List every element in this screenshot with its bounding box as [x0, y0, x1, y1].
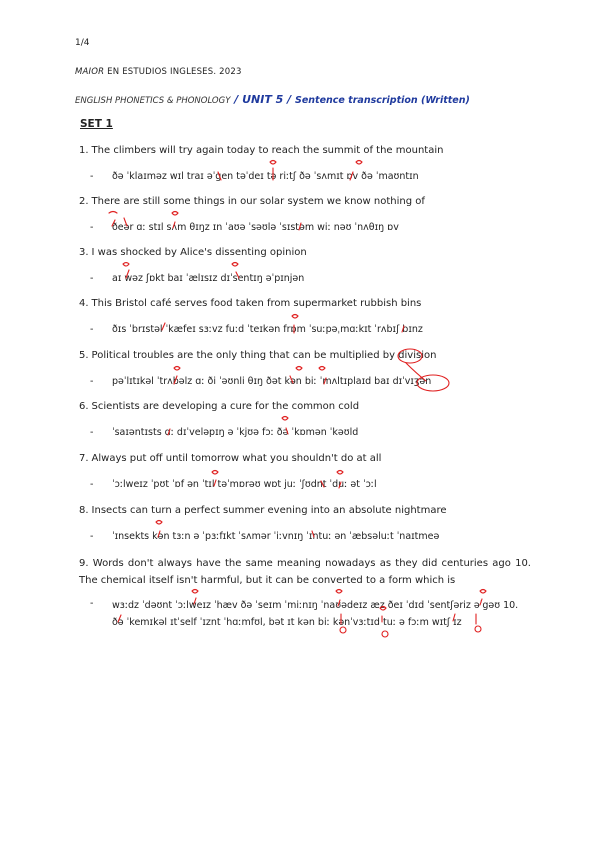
transcription-text: wɜːdz ˈdəʊnt ˈɔːlweɪz ˈhæv ðə ˈseɪm ˈmiːnɪŋ ˈnaʊədeɪz æz ðeɪ ˈdɪd ˈsentʃəriz əˈgəʊ 10. ðə ˈkemɪkəl ɪtˈself ˈɪznt ˈhɑːmfʊl, bət ɪt kən biː kənˈvɜːtɪd tuː ə fɔːm wɪtʃ ɪz	[112, 600, 519, 628]
header-separator: /	[230, 93, 243, 106]
transcription-6: - ˈsaɪəntɪsts ɑː dɪˈveləpɪŋ ə ˈkjʊə fɔː ðə ˈkɒmən ˈkəʊld	[90, 427, 359, 438]
transcription-text: ˈɪnsekts kən tɜːn ə ˈpɜːfɪkt ˈsʌmər ˈiːvnɪŋ ˈɪntuː ən ˈæbsəluːt ˈnaɪtmeə	[112, 531, 440, 542]
sentence-3	[79, 247, 307, 258]
sentence-1	[79, 145, 443, 156]
sentence-text: Insects can turn a perfect summer evening into an absolute nightmare	[91, 505, 447, 516]
sentence-9	[79, 555, 531, 589]
transcription-9	[112, 597, 522, 631]
sentence-text: Political troubles are the only thing that can be multiplied by division	[91, 350, 437, 361]
sentence-number: 8.	[79, 505, 89, 516]
sentence-text: Always put off until tomorrow what you shouldn't do at all	[91, 453, 382, 464]
sentence-number: 5.	[79, 350, 89, 361]
transcription-text: aɪ wəz ʃɒkt baɪ ˈælɪsɪz dɪˈsentɪŋ əˈpɪnjən	[112, 273, 305, 284]
set-title: SET 1	[80, 118, 113, 130]
sentence-text: Scientists are developing a cure for the common cold	[91, 401, 360, 412]
transcription-text: ðɪs ˈbrɪstəl ˈkæfeɪ sɜːvz fuːd ˈteɪkən frɒm ˈsuːpəˌmɑːkɪt ˈrʌbɪʃ bɪnz	[112, 324, 423, 335]
course-rest: EN ESTUDIOS INGLESES. 2023	[104, 67, 242, 77]
transcription-8: - ˈɪnsekts kən tɜːn ə ˈpɜːfɪkt ˈsʌmər ˈiːvnɪŋ ˈɪntuː ən ˈæbsəluːt ˈnaɪtmeə	[90, 531, 440, 542]
sentence-text: Words don't always have the same meaning nowadays as they did centuries ago 10. The chemical itself isn't harmful, but it can be converted to a form which is	[79, 558, 531, 586]
course-line	[75, 67, 242, 77]
document-header	[75, 93, 470, 106]
header-topic: Sentence transcription (Written)	[295, 95, 470, 106]
sentence-2	[79, 196, 425, 207]
page-number: 1/4	[75, 38, 90, 48]
sentence-number: 9.	[79, 558, 89, 569]
transcription-3: - aɪ wəz ʃɒkt baɪ ˈælɪsɪz dɪˈsentɪŋ əˈpɪnjən	[90, 273, 305, 284]
sentence-text: This Bristol café serves food taken from supermarket rubbish bins	[91, 298, 422, 309]
transcription-text: pəˈlɪtɪkəl ˈtrʌbəlz ɑː ði ˈəʊnli θɪŋ ðət kən biː ˈmʌltɪplaɪd baɪ dɪˈvɪʒən	[112, 376, 432, 387]
transcription-9-dash: -	[90, 598, 94, 609]
transcription-7: - ˈɔːlweɪz ˈpʊt ˈɒf ən ˈtɪl təˈmɒrəʊ wɒt juː ˈʃʊdnt ˈduː ət ˈɔːl	[90, 479, 377, 490]
transcription-text: ˈsaɪəntɪsts ɑː dɪˈveləpɪŋ ə ˈkjʊə fɔː ðə ˈkɒmən ˈkəʊld	[112, 427, 359, 438]
sentence-text: I was shocked by Alice's dissenting opinion	[91, 247, 307, 258]
transcription-5: - pəˈlɪtɪkəl ˈtrʌbəlz ɑː ði ˈəʊnli θɪŋ ðət kən biː ˈmʌltɪplaɪd baɪ dɪˈvɪʒən	[90, 376, 432, 387]
sentence-7	[79, 453, 381, 464]
transcription-2: - ðeər ɑː stɪl sʌm θɪŋz ɪn ˈaʊə ˈsəʊlə ˈsɪstəm wiː nəʊ ˈnʌθɪŋ ɒv	[90, 222, 399, 233]
sentence-number: 3.	[79, 247, 89, 258]
transcription-1: - ðə ˈklaɪməz wɪl traɪ əˈgen təˈdeɪ tə riːtʃ ðə ˈsʌmɪt ɒv ðə ˈmaʊntɪn	[90, 171, 419, 182]
sentence-number: 1.	[79, 145, 89, 156]
sentence-6	[79, 401, 359, 412]
sentence-text: The climbers will try again today to reach the summit of the mountain	[91, 145, 444, 156]
sentence-number: 4.	[79, 298, 89, 309]
sentence-number: 6.	[79, 401, 89, 412]
sentence-5	[79, 350, 436, 361]
sentence-number: 7.	[79, 453, 89, 464]
transcription-4: - ðɪs ˈbrɪstəl ˈkæfeɪ sɜːvz fuːd ˈteɪkən frɒm ˈsuːpəˌmɑːkɪt ˈrʌbɪʃ bɪnz	[90, 324, 423, 335]
header-separator-2: /	[283, 93, 295, 106]
header-unit: UNIT 5	[242, 93, 284, 106]
transcription-text: ðeər ɑː stɪl sʌm θɪŋz ɪn ˈaʊə ˈsəʊlə ˈsɪstəm wiː nəʊ ˈnʌθɪŋ ɒv	[112, 222, 399, 233]
sentence-text: There are still some things in our solar system we know nothing of	[91, 196, 425, 207]
sentence-number: 2.	[79, 196, 89, 207]
transcription-text: ðə ˈklaɪməz wɪl traɪ əˈgen təˈdeɪ tə riːtʃ ðə ˈsʌmɪt ɒv ðə ˈmaʊntɪn	[112, 171, 419, 182]
transcription-text: ˈɔːlweɪz ˈpʊt ˈɒf ən ˈtɪl təˈmɒrəʊ wɒt juː ˈʃʊdnt ˈduː ət ˈɔːl	[112, 479, 377, 490]
sentence-4	[79, 298, 421, 309]
course-maior: MAIOR	[75, 67, 105, 77]
sentence-8	[79, 505, 447, 516]
header-subject: ENGLISH PHONETICS & PHONOLOGY	[75, 96, 231, 106]
